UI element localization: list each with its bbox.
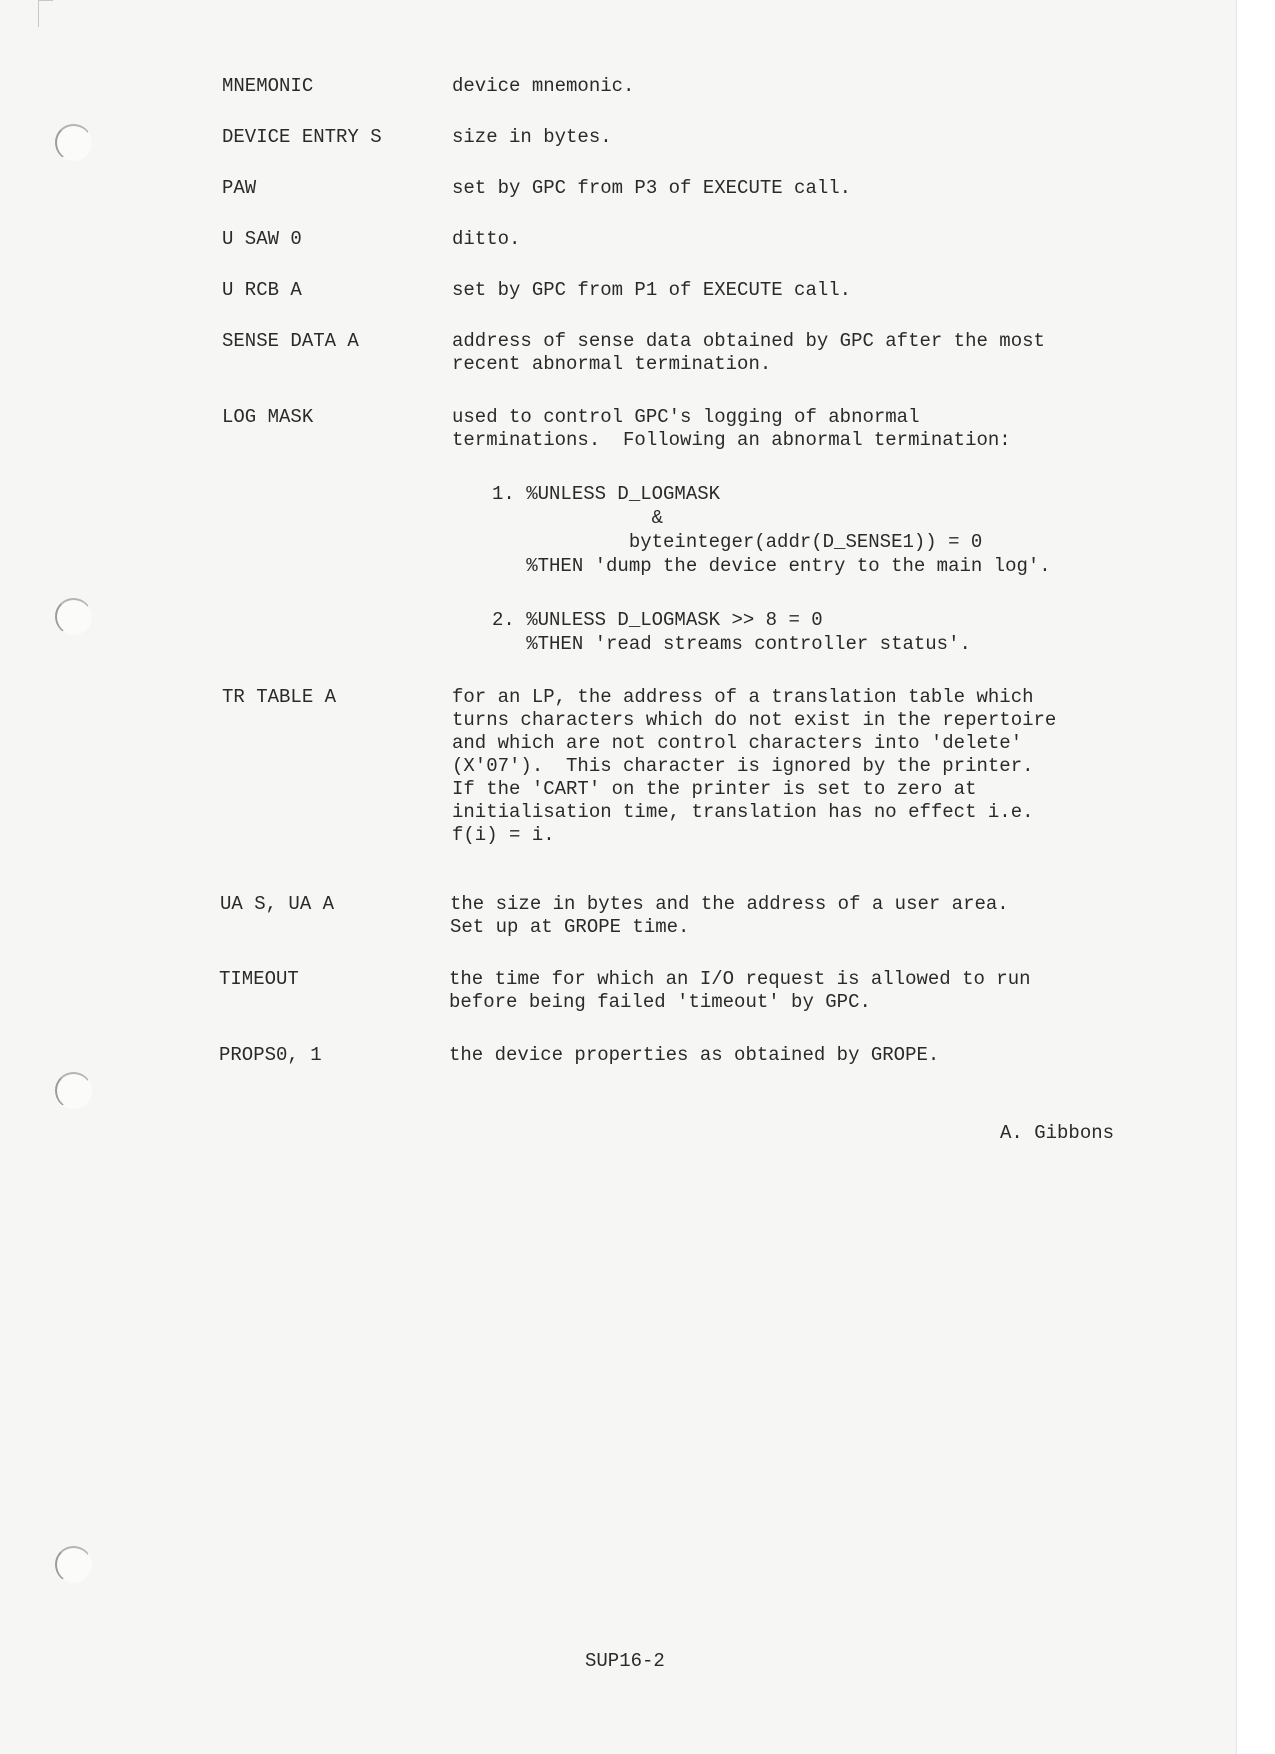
punch-hole xyxy=(55,598,92,635)
entry-desc: device mnemonic. xyxy=(452,75,635,97)
staple-mark xyxy=(38,0,53,27)
entry-term: MNEMONIC xyxy=(222,75,314,97)
entry-term: PAW xyxy=(222,177,257,199)
entry-term: PROPS0, 1 xyxy=(219,1044,322,1066)
punch-hole xyxy=(55,1546,92,1583)
entry-desc: size in bytes. xyxy=(452,126,612,148)
punch-hole xyxy=(55,124,92,161)
entry-desc: for an LP, the address of a translation table which turns characters which do not exist in the repertoire and which are not control characters into 'delete' (X'07'). This character is ignored by the printer. If the 'CART' on the printer is set to zero at initialisation time, translation has no effect i.e. f(i) = i. xyxy=(452,686,1057,846)
entry-tr-table-a xyxy=(222,686,1057,846)
entry-desc: set by GPC from P3 of EXECUTE call. xyxy=(452,177,852,199)
entry-desc: set by GPC from P1 of EXECUTE call. xyxy=(452,279,852,301)
entry-term: U SAW 0 xyxy=(222,228,302,250)
logmask-rule-1: 1. %UNLESS D_LOGMASK & byteinteger(addr(D_SENSE1)) = 0 %THEN 'dump the device entry to the main log'. xyxy=(492,483,1051,577)
entry-desc: used to control GPC's logging of abnormal terminations. Following an abnormal termination: xyxy=(452,406,1011,451)
entry-term: SENSE DATA A xyxy=(222,330,359,352)
author-signature: A. Gibbons xyxy=(1000,1122,1115,1144)
entry-term: UA S, UA A xyxy=(220,893,335,915)
page-footer: SUP16-2 xyxy=(585,1650,665,1672)
entry-desc: the device properties as obtained by GROPE. xyxy=(449,1044,940,1066)
entry-term: U RCB A xyxy=(222,279,302,301)
entry-props0-1 xyxy=(219,1044,940,1136)
entry-desc: ditto. xyxy=(452,228,521,250)
entry-desc: address of sense data obtained by GPC after the most recent abnormal termination. xyxy=(452,330,1045,375)
entry-term: TR TABLE A xyxy=(222,686,337,708)
entry-term: TIMEOUT xyxy=(219,968,299,990)
entry-term: LOG MASK xyxy=(222,406,314,428)
logmask-rule-2: 2. %UNLESS D_LOGMASK >> 8 = 0 %THEN 'read streams controller status'. xyxy=(492,609,971,655)
entry-log-mask xyxy=(222,406,1011,498)
entry-desc: the time for which an I/O request is allowed to run before being failed 'timeout' by GPC. xyxy=(449,968,1031,1013)
entry-term: DEVICE ENTRY S xyxy=(222,126,382,148)
punch-hole xyxy=(55,1072,92,1109)
entry-desc: the size in bytes and the address of a user area. Set up at GROPE time. xyxy=(450,893,1009,938)
